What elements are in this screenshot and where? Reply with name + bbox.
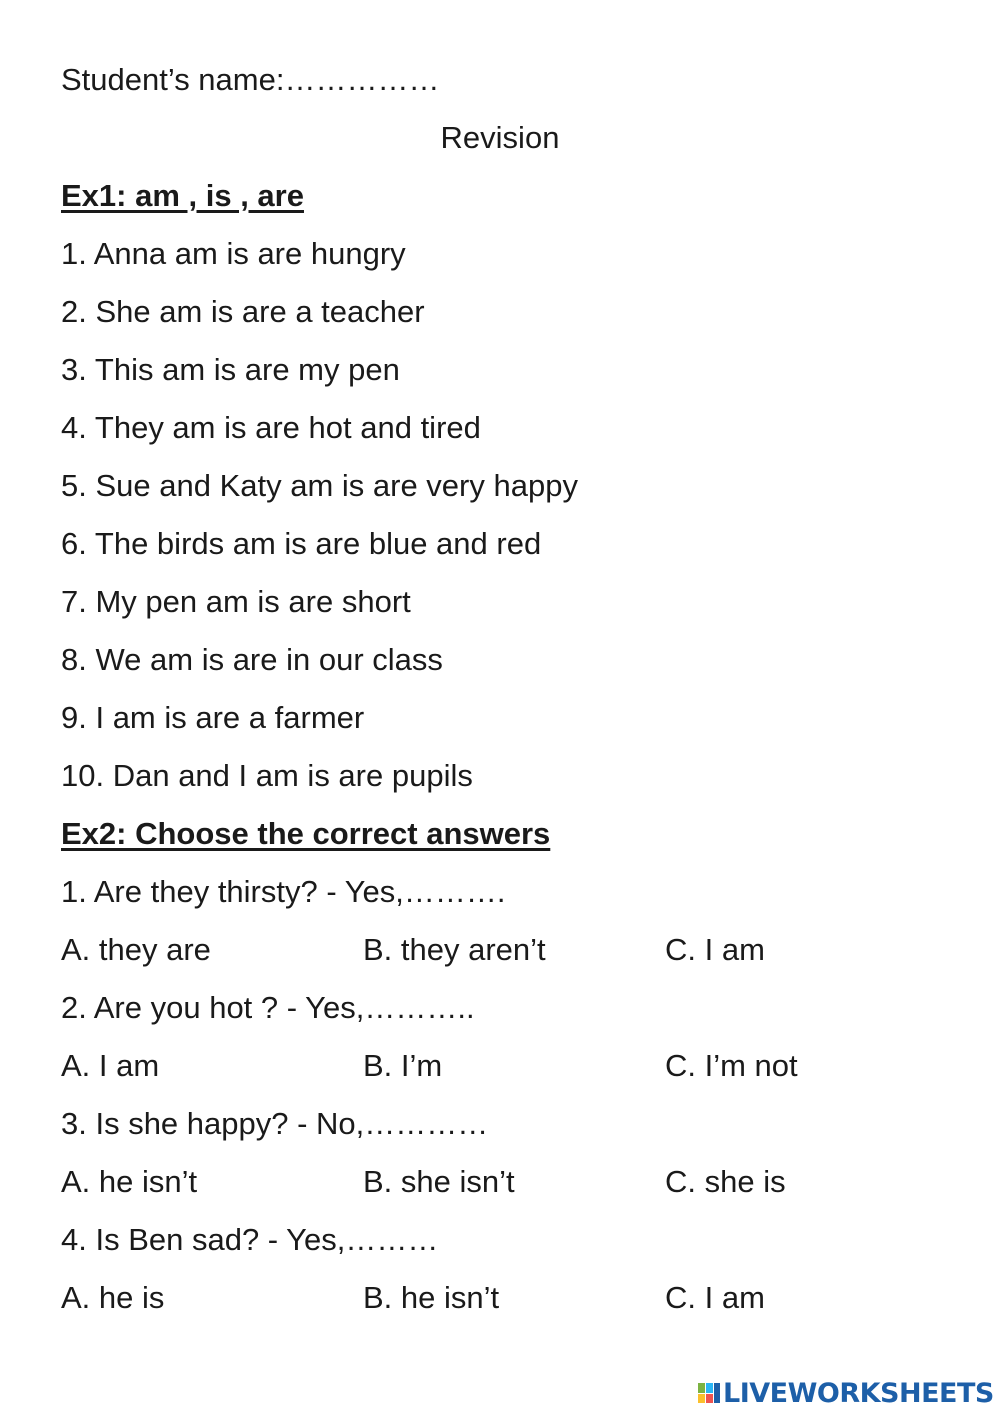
ex1-item: 10. Dan and I am is are pupils [61,758,473,793]
brand-name: LIVEWORKSHEETS [723,1377,994,1409]
ex1-item: 8. We am is are in our class [61,642,443,677]
page-title: Revision [440,120,560,155]
ex1-item: 1. Anna am is are hungry [61,236,406,271]
ex2-option-b[interactable]: B. I’m [363,1048,443,1083]
ex2-heading: Ex2: Choose the correct answers [61,816,551,851]
ex2-question: 1. Are they thirsty? - Yes,………. [61,874,506,909]
ex1-item: 2. She am is are a teacher [61,294,425,329]
ex2-option-a[interactable]: A. they are [61,932,211,967]
brand-watermark [697,1376,994,1410]
ex2-option-b[interactable]: B. she isn’t [363,1164,515,1199]
student-name-line: Student’s name:…………… [61,62,440,97]
ex2-option-c[interactable]: C. I am [665,932,765,967]
ex2-question: 2. Are you hot ? - Yes,……….. [61,990,475,1025]
ex1-item: 3. This am is are my pen [61,352,400,387]
ex1-item: 5. Sue and Katy am is are very happy [61,468,578,503]
ex2-option-a[interactable]: A. he isn’t [61,1164,198,1199]
ex2-question: 3. Is she happy? - No,………… [61,1106,489,1141]
ex2-option-b[interactable]: B. they aren’t [363,932,546,967]
ex2-option-c[interactable]: C. I am [665,1280,765,1315]
ex1-item: 4. They am is are hot and tired [61,410,481,445]
ex2-option-c[interactable]: C. I’m not [665,1048,798,1083]
ex2-question: 4. Is Ben sad? - Yes,……… [61,1222,439,1257]
ex1-item: 7. My pen am is are short [61,584,411,619]
ex1-item: 6. The birds am is are blue and red [61,526,542,561]
ex1-heading: Ex1: am , is , are [61,178,304,213]
ex2-option-c[interactable]: C. she is [665,1164,786,1199]
ex1-item: 9. I am is are a farmer [61,700,365,735]
ex2-option-a[interactable]: A. he is [61,1280,165,1315]
ex2-option-a[interactable]: A. I am [61,1048,160,1083]
ex2-option-b[interactable]: B. he isn’t [363,1280,500,1315]
liveworksheets-logo-icon [697,1381,721,1405]
